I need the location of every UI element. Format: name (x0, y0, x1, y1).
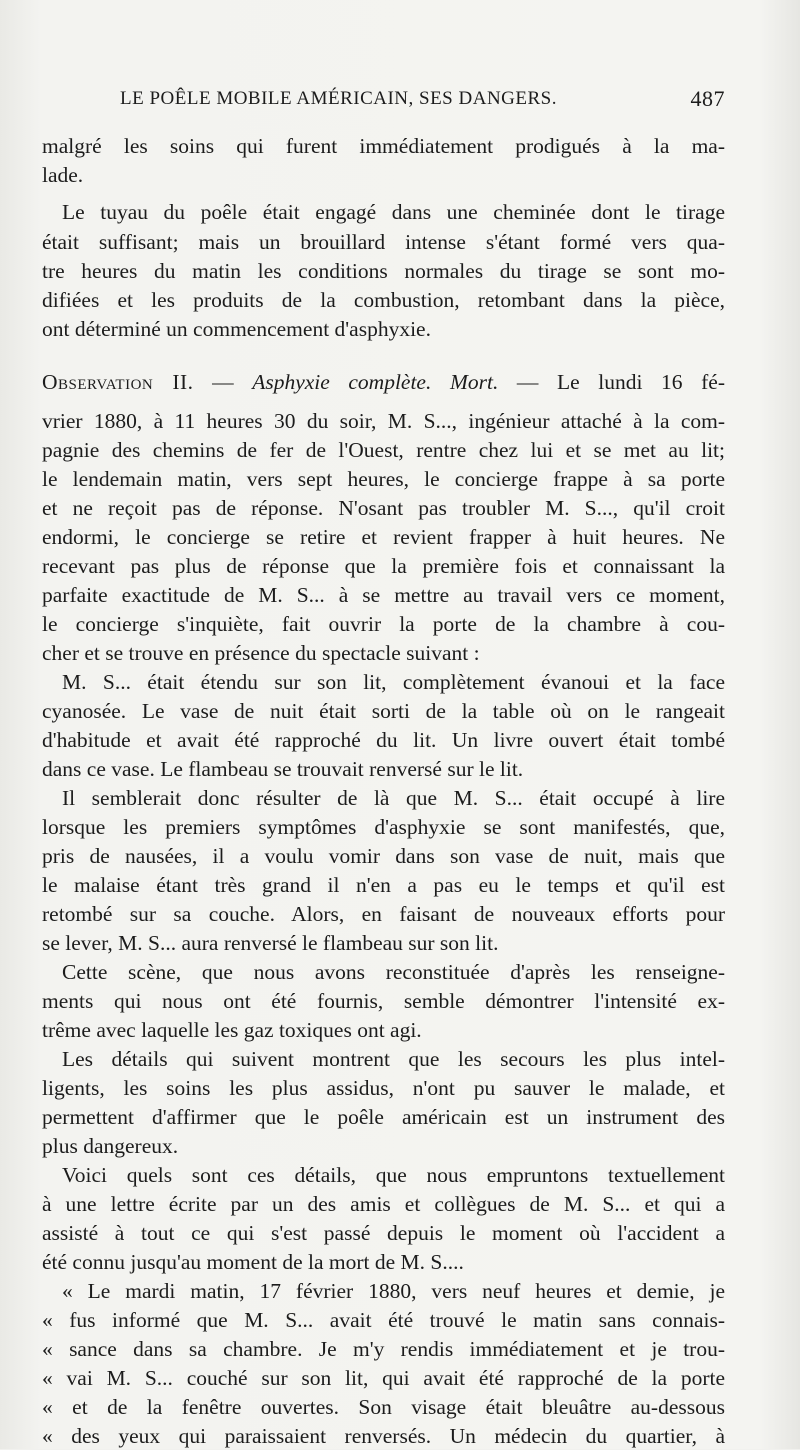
text-line: tre heures du matin les conditions normales du tirage se sont mo- (42, 259, 725, 283)
text-line: recevant pas plus de réponse que la première fois et connaissant la (42, 554, 725, 578)
observation-heading-line (42, 368, 725, 396)
text-line: ments qui nous ont été fournis, semble démontrer l'intensité ex- (42, 989, 725, 1013)
text-line: trême avec laquelle les gaz toxiques ont agi. (42, 1018, 422, 1042)
observation-date-start: — Le lundi 16 fé- (498, 370, 725, 394)
text-line: « des yeux qui paraissaient renversés. Un médecin du quartier, à (42, 1424, 725, 1448)
text-line: dans ce vase. Le flambeau se trouvait renversé sur le lit. (42, 757, 524, 781)
text-line: été connu jusqu'au moment de la mort de M. S.... (42, 1250, 464, 1274)
text-line: endormi, le concierge se retire et revient frapper à huit heures. Ne (42, 525, 725, 549)
text-line: « sance dans sa chambre. Je m'y rendis immédiatement et je trou- (42, 1337, 725, 1361)
text-line: Il semblerait donc résulter de là que M. S... était occupé à lire (62, 786, 725, 810)
text-line: le malaise étant très grand il n'en a pas eu le temps et qu'il est (42, 873, 725, 897)
text-line: Le tuyau du poêle était engagé dans une cheminée dont le tirage (62, 200, 725, 224)
text-line: le concierge s'inquiète, fait ouvrir la porte de la chambre à cou- (42, 612, 725, 636)
text-line: lorsque les premiers symptômes d'asphyxie se sont manifestés, que, (42, 815, 725, 839)
text-line: cyanosée. Le vase de nuit était sorti de la table où on le rangeait (42, 699, 725, 723)
text-line: malgré les soins qui furent immédiatement prodigués à la ma- (42, 134, 725, 158)
text-line: et ne reçoit pas de réponse. N'osant pas troubler M. S..., qu'il croit (42, 496, 725, 520)
text-line: Voici quels sont ces détails, que nous empruntons textuellement (62, 1163, 725, 1187)
text-line: difiées et les produits de la combustion, retombant dans la pièce, (42, 288, 725, 312)
observation-title: Asphyxie complète. Mort. (252, 370, 499, 394)
text-line: « vai M. S... couché sur son lit, qui avait été rapproché de la porte (42, 1366, 725, 1390)
text-line: Cette scène, que nous avons reconstituée d'après les renseigne- (62, 960, 725, 984)
text-line: assisté à tout ce qui s'est passé depuis le moment où l'accident a (42, 1221, 725, 1245)
observation-dash: — (193, 370, 253, 394)
text-line: se lever, M. S... aura renversé le flambeau sur son lit. (42, 931, 499, 955)
text-line: d'habitude et avait été rapproché du lit. Un livre ouvert était tombé (42, 728, 725, 752)
running-title: LE POÊLE MOBILE AMÉRICAIN, SES DANGERS. (120, 88, 557, 109)
text-line: pris de nausées, il a voulu vomir dans son vase de nuit, mais que (42, 844, 725, 868)
page-number: 487 (690, 86, 725, 111)
text-line: « fus informé que M. S... avait été trouvé le matin sans connais- (42, 1308, 725, 1332)
text-line: ont déterminé un commencement d'asphyxie. (42, 317, 431, 341)
text-line: retombé sur sa couche. Alors, en faisant de nouveaux efforts pour (42, 902, 725, 926)
text-line: vrier 1880, à 11 heures 30 du soir, M. S..., ingénieur attaché à la com- (42, 409, 725, 433)
text-line: était suffisant; mais un brouillard intense s'étant formé vers qua- (42, 230, 725, 254)
text-line: à une lettre écrite par un des amis et collègues de M. S... et qui a (42, 1192, 725, 1216)
text-line: le lendemain matin, vers sept heures, le concierge frappe à sa porte (42, 467, 725, 491)
text-line: M. S... était étendu sur son lit, complètement évanoui et la face (62, 670, 725, 694)
text-line: « Le mardi matin, 17 février 1880, vers neuf heures et demie, je (62, 1279, 725, 1303)
text-line: pagnie des chemins de fer de l'Ouest, rentre chez lui et se met au lit; (42, 438, 725, 462)
text-line: lade. (42, 163, 84, 187)
text-line: plus dangereux. (42, 1134, 179, 1158)
text-line: ligents, les soins les plus assidus, n'ont pu sauver le malade, et (42, 1076, 725, 1100)
page-header (120, 88, 725, 114)
text-line: Les détails qui suivent montrent que les secours les plus intel- (62, 1047, 725, 1071)
observation-label: Observation II. (42, 370, 194, 394)
text-line: permettent d'affirmer que le poêle américain est un instrument des (42, 1105, 725, 1129)
text-line: parfaite exactitude de M. S... à se mettre au travail vers ce moment, (42, 583, 725, 607)
text-line: cher et se trouve en présence du spectacle suivant : (42, 641, 480, 665)
text-line: « et de la fenêtre ouvertes. Son visage était bleuâtre au-dessous (42, 1395, 725, 1419)
